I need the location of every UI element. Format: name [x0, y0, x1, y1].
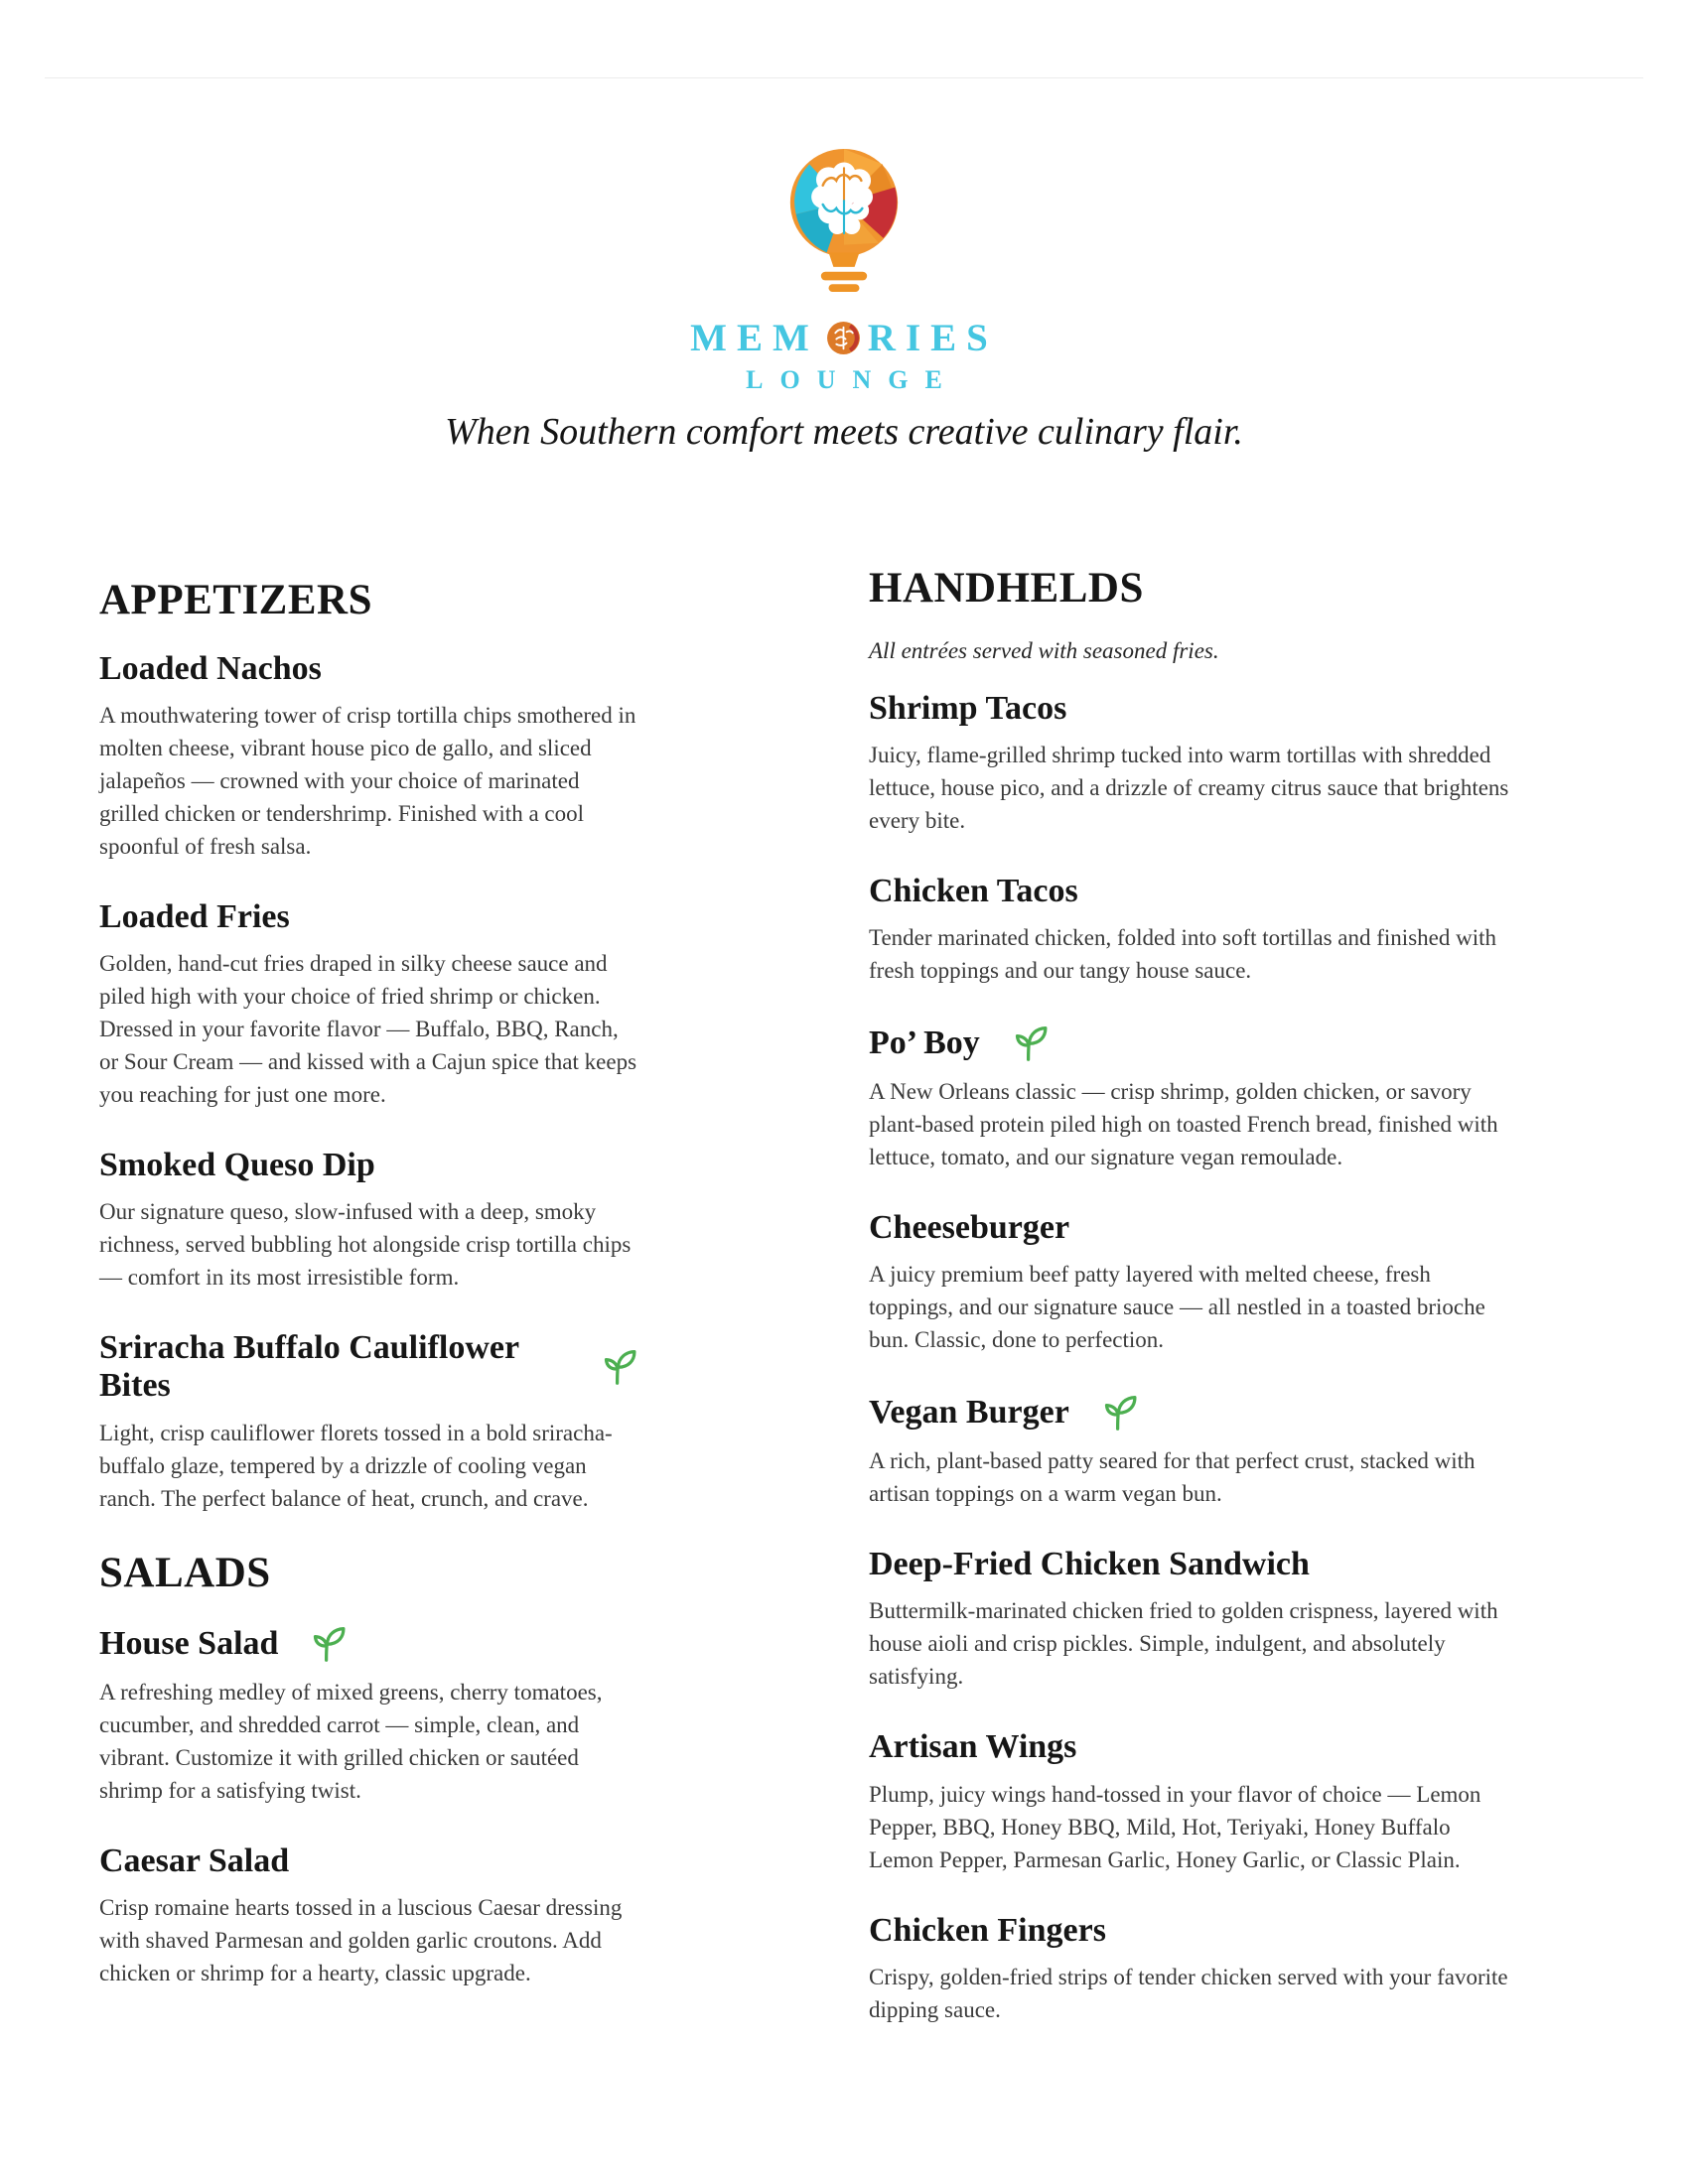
- menu-item-description: Plump, juicy wings hand-tossed in your flavor of choice — Lemon Pepper, BBQ, Honey BBQ, Mild, Hot, Teriyaki, Honey Buffalo Lemon Pepper, Parmesan Garlic, Honey Garlic, or Classic Plain.: [869, 1781, 1481, 1872]
- menu-item-description: Golden, hand-cut fries draped in silky cheese sauce and piled high with your choice of fried shrimp or chicken. Dressed in your favorite flavor — Buffalo, BBQ, Ranch, or Sour Cream — and kissed with a Cajun spice that keeps you reaching for just one more.: [99, 951, 637, 1108]
- menu-item-deep-fried-chicken-sandwich: [869, 1546, 1514, 1693]
- section-title-handhelds: HANDHELDS: [869, 565, 1144, 612]
- menu-item-name: Chicken Fingers: [869, 1911, 1106, 1949]
- menu-item-description: Tender marinated chicken, folded into soft tortillas and finished with fresh toppings and our tangy house sauce.: [869, 925, 1496, 984]
- menu-item-cheeseburger: [869, 1209, 1514, 1356]
- menu-item-name: Cheeseburger: [869, 1209, 1070, 1247]
- brain-lightbulb-icon: [786, 145, 902, 295]
- tagline: When Southern comfort meets creative culinary flair.: [445, 411, 1243, 453]
- menu-item-name: Artisan Wings: [869, 1728, 1077, 1766]
- menu-item-description: Crispy, golden-fried strips of tender chicken served with your favorite dipping sauce.: [869, 1964, 1508, 2022]
- section-title-salads: SALADS: [99, 1549, 271, 1596]
- menu-item-shrimp-tacos: [869, 690, 1514, 837]
- seedling-icon: [1095, 1388, 1141, 1433]
- top-divider: [45, 77, 1643, 78]
- menu-item-sriracha-buffalo-cauliflower-bites: [99, 1329, 640, 1514]
- menu-item-artisan-wings: [869, 1728, 1514, 1875]
- menu-item-caesar-salad: [99, 1843, 640, 1989]
- menu-item-name: Vegan Burger: [869, 1392, 1514, 1433]
- menu-item-chicken-tacos: [869, 873, 1514, 987]
- menu-item-name: Deep-Fried Chicken Sandwich: [869, 1546, 1310, 1583]
- menu-column-left: [99, 566, 640, 2025]
- section-note: All entrées served with seasoned fries.: [869, 638, 1219, 664]
- wordmark-left: MEM: [690, 317, 819, 359]
- section-salads: [99, 1551, 640, 1989]
- menu-item-house-salad: [99, 1623, 640, 1807]
- menu-item-name: Chicken Tacos: [869, 873, 1078, 910]
- seedling-icon: [1006, 1019, 1052, 1064]
- menu-item-name: Caesar Salad: [99, 1842, 290, 1879]
- menu-item-smoked-queso-dip: [99, 1147, 640, 1294]
- menu-item-loaded-nachos: [99, 650, 640, 863]
- menu-item-description: A New Orleans classic — crisp shrimp, golden chicken, or savory plant-based protein piled high on toasted French bread, finished with lettuce, tomato, and our signature vegan remoulade.: [869, 1079, 1498, 1170]
- menu: [99, 566, 1514, 2062]
- menu-item-name: Shrimp Tacos: [869, 690, 1067, 728]
- menu-item-description: A mouthwatering tower of crisp tortilla chips smothered in molten cheese, vibrant house pico de gallo, and sliced jalapeños — crowned with your choice of marinated grilled chicken or tendershrimp. Finished with a cool spoonful of fresh salsa.: [99, 703, 636, 860]
- section-title-appetizers: APPETIZERS: [99, 577, 373, 623]
- brain-o-icon: [825, 320, 862, 356]
- menu-item-name: Loaded Nachos: [99, 650, 322, 688]
- menu-item-po-boy: [869, 1023, 1514, 1173]
- menu-item-description: A refreshing medley of mixed greens, cherry tomatoes, cucumber, and shredded carrot — simple, clean, and vibrant. Customize it with grilled chicken or sautéed shrimp for a satisfying twist.: [99, 1679, 603, 1803]
- section-handhelds: [869, 566, 1514, 2026]
- menu-item-description: Light, crisp cauliflower florets tossed in a bold sriracha-buffalo glaze, tempered by a drizzle of cooling vegan ranch. The perfect balance of heat, crunch, and crave.: [99, 1420, 613, 1511]
- menu-item-name: House Salad: [99, 1623, 640, 1665]
- menu-item-vegan-burger: [869, 1392, 1514, 1510]
- seedling-icon: [595, 1342, 640, 1388]
- menu-item-description: Buttermilk-marinated chicken fried to golden crispness, layered with house aioli and crisp pickles. Simple, indulgent, and absolutely satisfying.: [869, 1598, 1498, 1690]
- menu-item-name: Loaded Fries: [99, 898, 290, 936]
- seedling-icon: [304, 1619, 350, 1665]
- section-appetizers: [99, 578, 640, 1515]
- brand-subname: LOUNGE: [746, 365, 959, 394]
- menu-item-loaded-fries: [99, 898, 640, 1111]
- menu-item-description: A rich, plant-based patty seared for that perfect crust, stacked with artisan toppings on a warm vegan bun.: [869, 1448, 1476, 1507]
- menu-item-description: Crisp romaine hearts tossed in a luscious Caesar dressing with shaved Parmesan and golden garlic croutons. Add chicken or shrimp for a hearty, classic upgrade.: [99, 1894, 623, 1985]
- menu-column-right: [869, 566, 1514, 2062]
- wordmark-right: RIES: [867, 317, 998, 359]
- menu-item-chicken-fingers: [869, 1912, 1514, 2026]
- menu-item-name: Po’ Boy: [869, 1023, 1514, 1064]
- menu-item-name: Sriracha Buffalo Cauliflower Bites: [99, 1329, 640, 1405]
- menu-item-description: Our signature queso, slow-infused with a deep, smoky richness, served bubbling hot alongside crisp tortilla chips — comfort in its most irresistible form.: [99, 1199, 632, 1291]
- menu-item-description: Juicy, flame-grilled shrimp tucked into warm tortillas with shredded lettuce, house pico, and a drizzle of creamy citrus sauce that brightens every bite.: [869, 743, 1509, 834]
- brand-wordmark: [0, 316, 1688, 360]
- menu-item-description: A juicy premium beef patty layered with melted cheese, fresh toppings, and our signature sauce — all nestled in a toasted brioche bun. Classic, done to perfection.: [869, 1262, 1485, 1353]
- menu-item-name: Smoked Queso Dip: [99, 1147, 375, 1184]
